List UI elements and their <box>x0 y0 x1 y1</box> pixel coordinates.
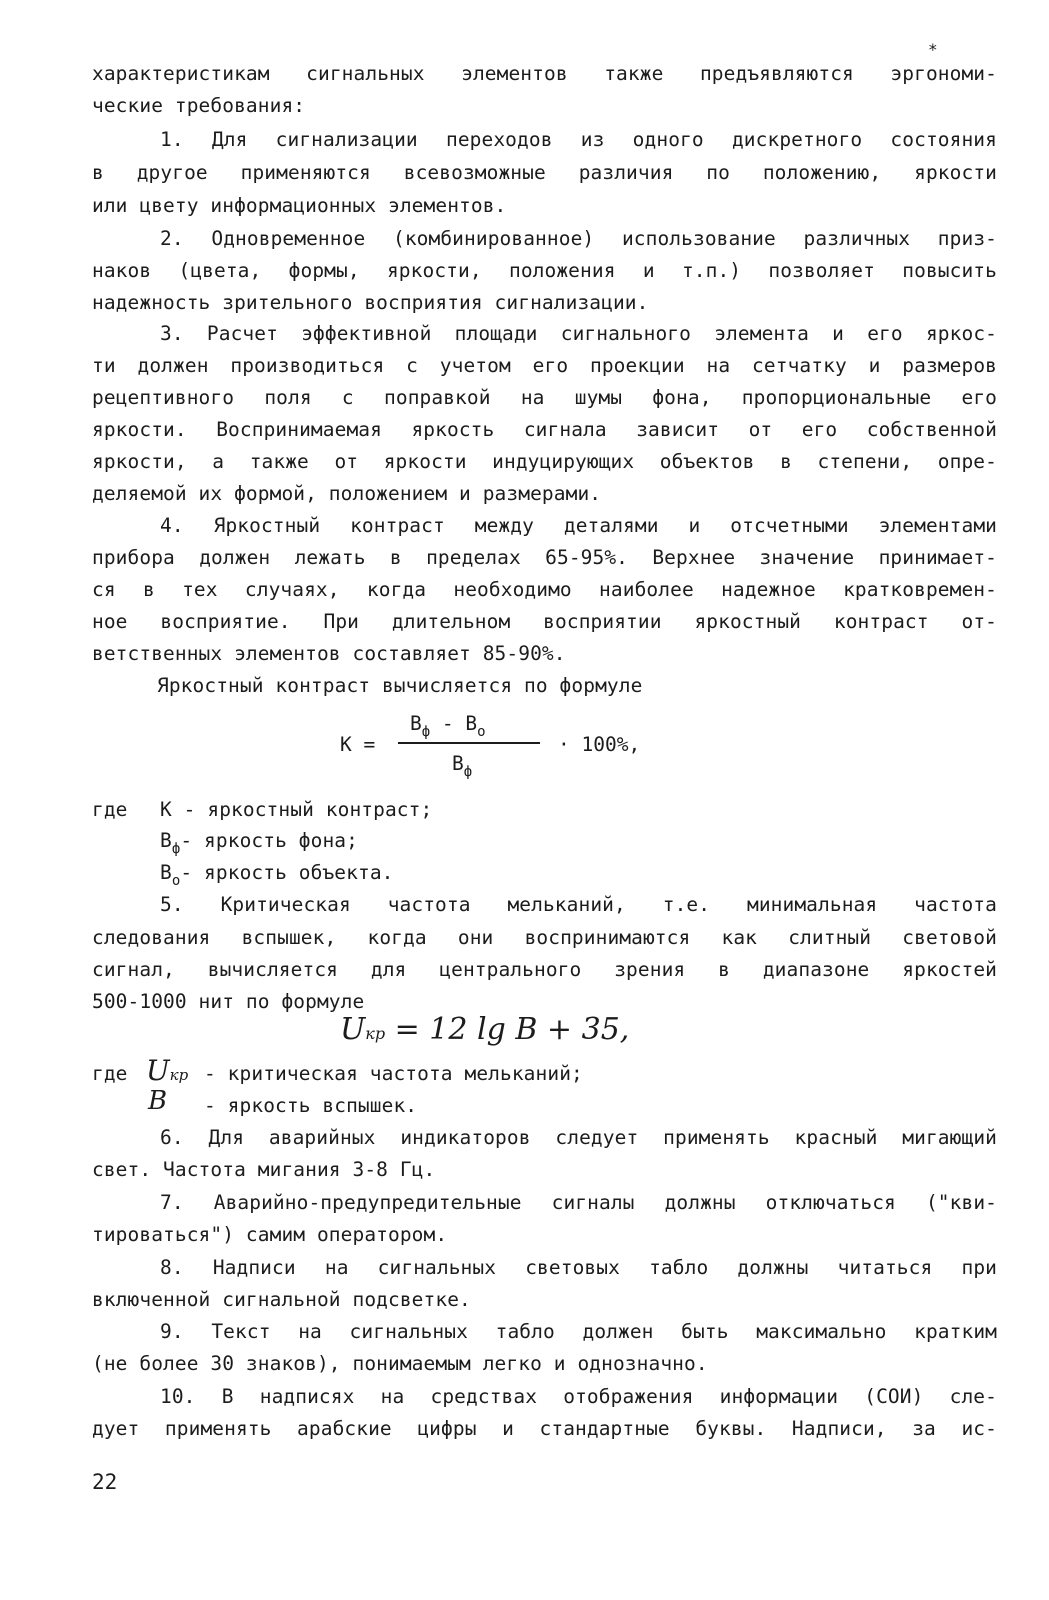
text-line: ся в тех случаях, когда необходимо наиболее надежное кратковремен- <box>92 578 997 601</box>
text-line: ное восприятие. При длительном восприятии яркостный контраст от- <box>92 610 997 633</box>
text-line: 4. Яркостный контраст между деталями и отсчетными элементами <box>160 514 997 537</box>
text-line: прибора должен лежать в пределах 65-95%. Верхнее значение принимает- <box>92 546 997 569</box>
flicker-formula: Uкр = 12 lg B + 35, <box>340 1012 630 1047</box>
legend-bf: $В_ф-$ яркость фона; <box>160 829 358 857</box>
page-number: 22 <box>92 1470 118 1494</box>
text-line: свет. Частота мигания 3-8 Гц. <box>92 1158 436 1181</box>
text-line: 5. Критическая частота мельканий, т.е. минимальная частота <box>160 893 997 916</box>
legend-where: где <box>92 1062 128 1085</box>
text-line: ческие требования: <box>92 94 306 117</box>
text-line: наков (цвета, формы, яркости, положения и т.п.) позволяет повысить <box>92 259 997 282</box>
text-line: дует применять арабские цифры и стандартные буквы. Надписи, за ис- <box>92 1417 997 1440</box>
formula-rhs: · 100%, <box>558 733 641 756</box>
text-line: тироваться") самим оператором. <box>92 1223 448 1246</box>
text-line: в другое применяются всевозможные различия по положению, яркости <box>92 161 997 184</box>
text-line: яркости, а также от яркости индуцирующих объектов в степени, опре- <box>92 450 997 473</box>
text-line: или цвету информационных элементов. <box>92 194 507 217</box>
text-line: 8. Надписи на сигнальных световых табло должны читаться при <box>160 1256 997 1279</box>
text-line: рецептивного поля с поправкой на шумы фона, пропорциональные его <box>92 386 997 409</box>
text-line: 10. В надписях на средствах отображения информации (СОИ) сле- <box>160 1385 997 1408</box>
text-line: яркости. Воспринимаемая яркость сигнала зависит от его собственной <box>92 418 997 441</box>
text-line: сигнал, вычисляется для центрального зрения в диапазоне яркостей <box>92 958 997 981</box>
text-line: (не более 30 знаков), понимаемым легко и однозначно. <box>92 1352 708 1375</box>
text-line: деляемой их формой, положением и размерами. <box>92 482 602 505</box>
text-line: характеристикам сигнальных элементов также предъявляются эргономи- <box>92 62 997 85</box>
text-line: 3. Расчет эффективной площади сигнального элемента и его яркос- <box>160 322 997 345</box>
text-line: ветственных элементов составляет 85-90%. <box>92 642 566 665</box>
text-line: надежность зрительного восприятия сигнализации. <box>92 291 649 314</box>
legend-where: где <box>92 798 128 821</box>
text-line: 1. Для сигнализации переходов из одного дискретного состояния <box>160 128 997 151</box>
legend-b-text: - яркость вспышек. <box>204 1094 418 1117</box>
corner-mark: * <box>928 40 938 59</box>
text-line: следования вспышек, когда они воспринимаются как слитный световой <box>92 926 997 949</box>
text-line: Яркостный контраст вычисляется по формуле <box>157 674 643 697</box>
formula-denominator: $В_ф$ <box>452 752 473 780</box>
text-line: ти должен производиться с учетом его проекции на сетчатку и размеров <box>92 354 997 377</box>
text-line: 7. Аварийно-предупредительные сигналы должны отключаться ("кви- <box>160 1191 997 1214</box>
legend-u-text: - критическая частота мельканий; <box>204 1062 583 1085</box>
text-line: включенной сигнальной подсветке. <box>92 1288 471 1311</box>
text-line: 2. Одновременное (комбинированное) использование различных приз- <box>160 227 997 250</box>
text-line: 500-1000 нит по формуле <box>92 990 365 1013</box>
legend-bo: $В_о-$ яркость объекта. <box>160 861 394 889</box>
formula-numerator: $В_ф - В_о$ <box>410 712 486 740</box>
formula-lhs: К = <box>340 733 376 756</box>
legend-k: К - яркостный контраст; <box>160 798 433 821</box>
fraction-bar <box>398 742 540 744</box>
legend-u-symbol: Uкр <box>146 1054 189 1087</box>
legend-b-symbol: B <box>148 1086 168 1116</box>
text-line: 9. Текст на сигнальных табло должен быть максимально кратким <box>160 1320 997 1343</box>
text-line: 6. Для аварийных индикаторов следует применять красный мигающий <box>160 1126 997 1149</box>
